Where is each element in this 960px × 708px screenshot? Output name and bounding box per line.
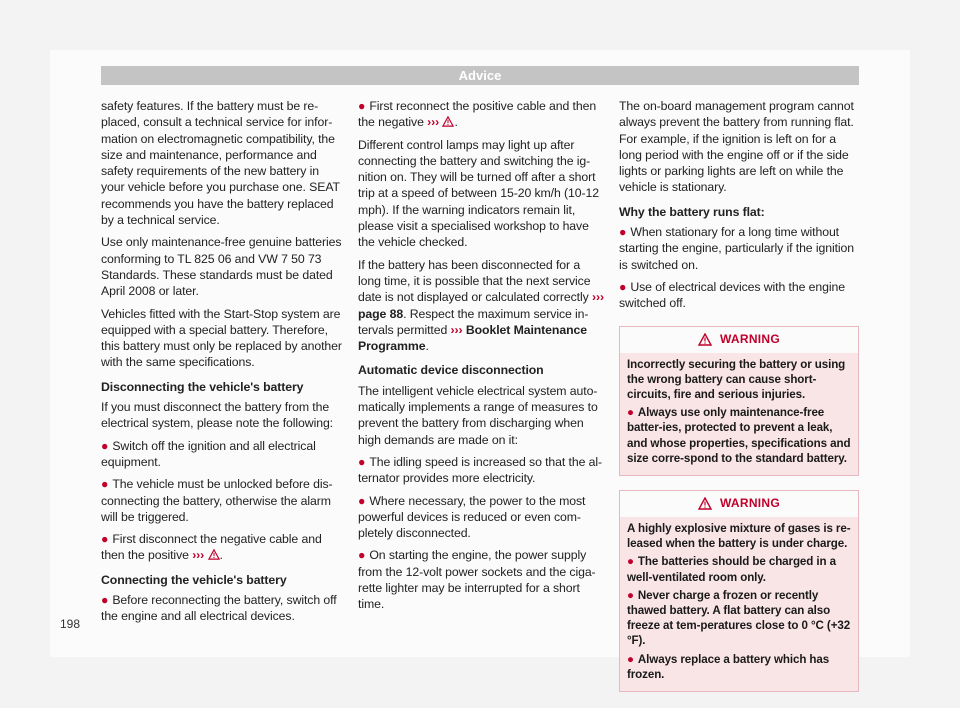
subheading: Why the battery runs flat: bbox=[619, 204, 765, 219]
warning-body bbox=[620, 517, 858, 691]
bullet-item: ● Never charge a frozen or recently thawed battery. A flat battery can also freeze at tem-peratures close to 0 °C (+32 °F). bbox=[627, 588, 851, 648]
bullet-icon: ● bbox=[358, 454, 366, 469]
warning-triangle-icon bbox=[698, 497, 712, 510]
bullet-icon: ● bbox=[627, 555, 634, 569]
bullet-item: ● First disconnect the negative cable and then the positive ››› . bbox=[101, 532, 322, 563]
column-2 bbox=[358, 98, 604, 619]
bullet-icon: ● bbox=[101, 477, 109, 492]
paragraph: Different control lamps may light up after connecting the battery and switching the ig-nition on. They will be turned off after a short trip at a speed of between 15-20 km/h (10-12 mph). If the warning indicators remain lit, please visit a specialised workshop to have the vehicle checked. bbox=[358, 137, 600, 250]
bullet-item: ● Always replace a battery which has frozen. bbox=[627, 652, 830, 681]
warning-label: WARNING bbox=[719, 331, 781, 346]
column-1 bbox=[101, 98, 343, 631]
bullet-icon: ● bbox=[619, 279, 627, 294]
bullet-item: ● Switch off the ignition and all electrical equipment. bbox=[101, 438, 316, 469]
section-header: Advice bbox=[101, 66, 859, 85]
bullet-icon: ● bbox=[627, 406, 634, 420]
paragraph: Use only maintenance-free genuine batteries conforming to TL 825 06 and VW 7 50 73 Standards. These standards must be dated April 2008 or later. bbox=[101, 235, 342, 299]
warning-body bbox=[620, 353, 858, 475]
bullet-icon: ● bbox=[101, 438, 109, 453]
warning-triangle-icon[interactable] bbox=[442, 116, 454, 127]
bullet-item: ● Before reconnecting the battery, switch off the engine and all electrical devices. bbox=[101, 593, 337, 624]
bullet-item: ● The idling speed is increased so that the al-ternator provides more electricity. bbox=[358, 454, 603, 486]
paragraph: The intelligent vehicle electrical system auto-matically implements a range of measures to prevent the battery from discharging when high demands are made on it: bbox=[358, 383, 598, 447]
reference-arrow-icon: ››› bbox=[591, 290, 604, 305]
paragraph: safety features. If the battery must be re-placed, consult a technical service for infor-mation on electromagnetic compatibility, the size and maintenance, performance and safety requirements of the new battery in your vehicle before you purchase one. SEAT recommends you have the battery replaced by a technical service. bbox=[101, 99, 340, 228]
subheading: Automatic device disconnection bbox=[358, 363, 544, 378]
bullet-item: ● When stationary for a long time without starting the engine, particularly if the ignition is switched on. bbox=[619, 225, 855, 272]
paragraph: If the battery has been disconnected for a long time, it is possible that the next service date is not displayed or calculated correctly ››› page 88. Respect the maximum service in-tervals permitted ››› Booklet Maintenance Programme. bbox=[358, 257, 604, 354]
paragraph: Vehicles fitted with the Start-Stop system are equipped with a special battery. Therefore, this battery must only be replaced by another with the same specifications. bbox=[101, 306, 342, 370]
warning-text: Incorrectly securing the battery or using the wrong battery can cause short-circuits, fire and serious injuries. bbox=[627, 357, 846, 401]
warning-triangle-icon[interactable] bbox=[208, 549, 220, 560]
bullet-item: ● The vehicle must be unlocked before dis-connecting the battery, otherwise the alarm will be triggered. bbox=[101, 477, 333, 524]
reference-arrow-icon[interactable]: ››› bbox=[192, 548, 205, 563]
warning-box bbox=[619, 490, 859, 692]
bullet-item: ● Always use only maintenance-free batter-ies, protected to prevent a leak, and whose properties, specifications and size corre-spond to the standard battery. bbox=[627, 406, 851, 465]
warning-header bbox=[620, 327, 858, 353]
booklet-reference-link[interactable]: Booklet Maintenance Programme bbox=[358, 322, 587, 354]
page-reference-link[interactable]: page 88 bbox=[358, 306, 404, 321]
bullet-item: ● Where necessary, the power to the most powerful devices is reduced or even com-pletely disconnected. bbox=[358, 493, 586, 541]
warning-label: WARNING bbox=[719, 496, 781, 511]
bullet-icon: ● bbox=[627, 652, 634, 666]
bullet-icon: ● bbox=[101, 532, 109, 547]
bullet-icon: ● bbox=[358, 493, 366, 508]
warning-box bbox=[619, 326, 859, 476]
bullet-item: ● First reconnect the positive cable and then the negative ››› . bbox=[358, 99, 597, 130]
warning-header bbox=[620, 491, 858, 517]
subheading: Connecting the vehicle's battery bbox=[101, 572, 287, 587]
subheading: Disconnecting the vehicle's battery bbox=[101, 379, 304, 394]
bullet-icon: ● bbox=[627, 588, 634, 602]
paragraph: If you must disconnect the battery from the electrical system, please note the following: bbox=[101, 400, 333, 431]
reference-arrow-icon[interactable]: ››› bbox=[427, 115, 440, 130]
bullet-icon: ● bbox=[619, 225, 627, 240]
bullet-item: ● The batteries should be charged in a well-ventilated room only. bbox=[627, 555, 836, 584]
bullet-icon: ● bbox=[358, 548, 366, 563]
bullet-icon: ● bbox=[101, 593, 109, 608]
bullet-item: ● Use of electrical devices with the engine switched off. bbox=[619, 279, 845, 311]
paragraph: The on-board management program cannot always prevent the battery from running flat. For example, if the ignition is left on for a long period with the engine off or if the side lights or parking lights are left on while the vehicle is stationary. bbox=[619, 99, 854, 195]
page-number: 198 bbox=[60, 617, 81, 631]
bullet-icon: ● bbox=[358, 99, 366, 113]
warning-triangle-icon bbox=[698, 333, 712, 346]
column-3 bbox=[619, 98, 859, 692]
warning-text: A highly explosive mixture of gases is re-leased when the battery is under charge. bbox=[627, 521, 851, 551]
reference-arrow-icon: ››› bbox=[450, 322, 463, 337]
bullet-item: ● On starting the engine, the power supply from the 12-volt power sockets and the ciga-rette lighter may be interrupted for a short time. bbox=[358, 548, 596, 612]
